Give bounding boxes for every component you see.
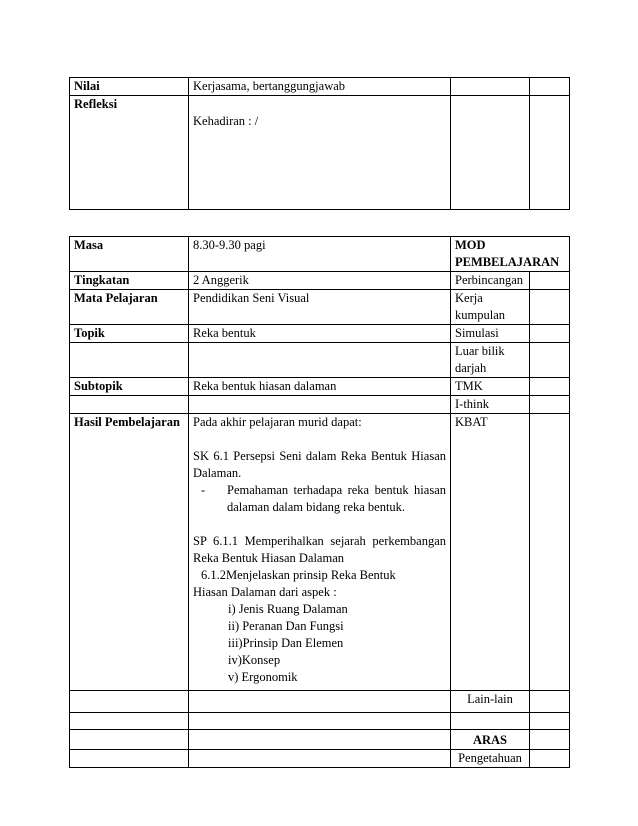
refleksi-empty-cell (451, 96, 530, 210)
checkbox-cell (530, 414, 570, 691)
mod-simulasi: Simulasi (451, 325, 530, 343)
lain-lain-label: Lain-lain (451, 691, 530, 713)
subtopik-value: Reka bentuk hiasan dalaman (189, 378, 451, 396)
topik-value: Reka bentuk (189, 325, 451, 343)
empty-cell (189, 396, 451, 414)
empty-cell (70, 713, 189, 730)
checkbox-cell (530, 396, 570, 414)
nilai-value: Kerjasama, bertanggungjawab (189, 78, 451, 96)
checkbox-cell (530, 272, 570, 290)
empty-cell (70, 750, 189, 768)
empty-cell (70, 730, 189, 750)
checkbox-cell (530, 378, 570, 396)
masa-value: 8.30-9.30 pagi (189, 237, 451, 272)
mod-tmk: TMK (451, 378, 530, 396)
mata-pelajaran-value: Pendidikan Seni Visual (189, 290, 451, 325)
empty-cell (189, 343, 451, 378)
hasil-pembelajaran-content (189, 414, 451, 691)
empty-cell (189, 691, 451, 713)
checkbox-cell (530, 343, 570, 378)
empty-cell (189, 730, 451, 750)
aras-pengetahuan: Pengetahuan (451, 750, 530, 768)
empty-cell (189, 750, 451, 768)
tingkatan-label: Tingkatan (70, 272, 189, 290)
mod-i-think: I-think (451, 396, 530, 414)
mod-kerja-kumpulan: Kerja kumpulan (451, 290, 530, 325)
sp1-text: SP 6.1.1 Memperihalkan sejarah perkembangan Reka Bentuk Hiasan Dalaman (193, 534, 446, 565)
mod-kbat: KBAT (451, 414, 530, 691)
sk-bullet-text: Pemahaman terhadapa reka bentuk hiasan dalaman dalam bidang reka bentuk. (227, 483, 446, 514)
tingkatan-value: 2 Anggerik (189, 272, 451, 290)
aspect-item: i) Jenis Ruang Dalaman (228, 602, 348, 616)
mod-luar-bilik-darjah: Luar bilik darjah (451, 343, 530, 378)
empty-cell (189, 713, 451, 730)
sp2-text: 6.1.2Menjelaskan prinsip Reka Bentuk (201, 568, 396, 582)
refleksi-empty-cell-2 (530, 96, 570, 210)
aras-header: ARAS (451, 730, 530, 750)
topik-label: Topik (70, 325, 189, 343)
nilai-label: Nilai (70, 78, 189, 96)
dash-bullet: - (201, 483, 206, 497)
empty-cell (70, 343, 189, 378)
hasil-pembelajaran-label: Hasil Pembelajaran (70, 414, 189, 691)
nilai-empty-cell-2 (530, 78, 570, 96)
empty-cell (451, 713, 530, 730)
sk-text: SK 6.1 Persepsi Seni dalam Reka Bentuk Hiasan Dalaman. (193, 449, 446, 480)
mod-perbincangan: Perbincangan (451, 272, 530, 290)
sp2-continuation: Hiasan Dalaman dari aspek : (193, 585, 337, 599)
subtopik-label: Subtopik (70, 378, 189, 396)
masa-label: Masa (70, 237, 189, 272)
empty-cell (530, 713, 570, 730)
mod-pembelajaran-header: MOD PEMBELAJARAN (451, 237, 570, 272)
sk-bullet-item (193, 482, 446, 516)
empty-cell (70, 396, 189, 414)
refleksi-label: Refleksi (70, 96, 189, 210)
checkbox-cell (530, 750, 570, 768)
refleksi-value: Kehadiran : / (193, 114, 259, 128)
mata-pelajaran-label: Mata Pelajaran (70, 290, 189, 325)
lesson-plan-table (69, 236, 570, 768)
checkbox-cell (530, 691, 570, 713)
nilai-empty-cell (451, 78, 530, 96)
checkbox-cell (530, 290, 570, 325)
aspect-item: v) Ergonomik (228, 670, 298, 684)
empty-cell (530, 730, 570, 750)
refleksi-cell (189, 96, 451, 210)
empty-cell (70, 691, 189, 713)
hasil-intro: Pada akhir pelajaran murid dapat: (193, 415, 362, 429)
nilai-refleksi-table (69, 77, 570, 210)
aspect-item: iii)Prinsip Dan Elemen (228, 636, 344, 650)
checkbox-cell (530, 325, 570, 343)
aspect-item: ii) Peranan Dan Fungsi (228, 619, 344, 633)
aspect-item: iv)Konsep (228, 653, 281, 667)
